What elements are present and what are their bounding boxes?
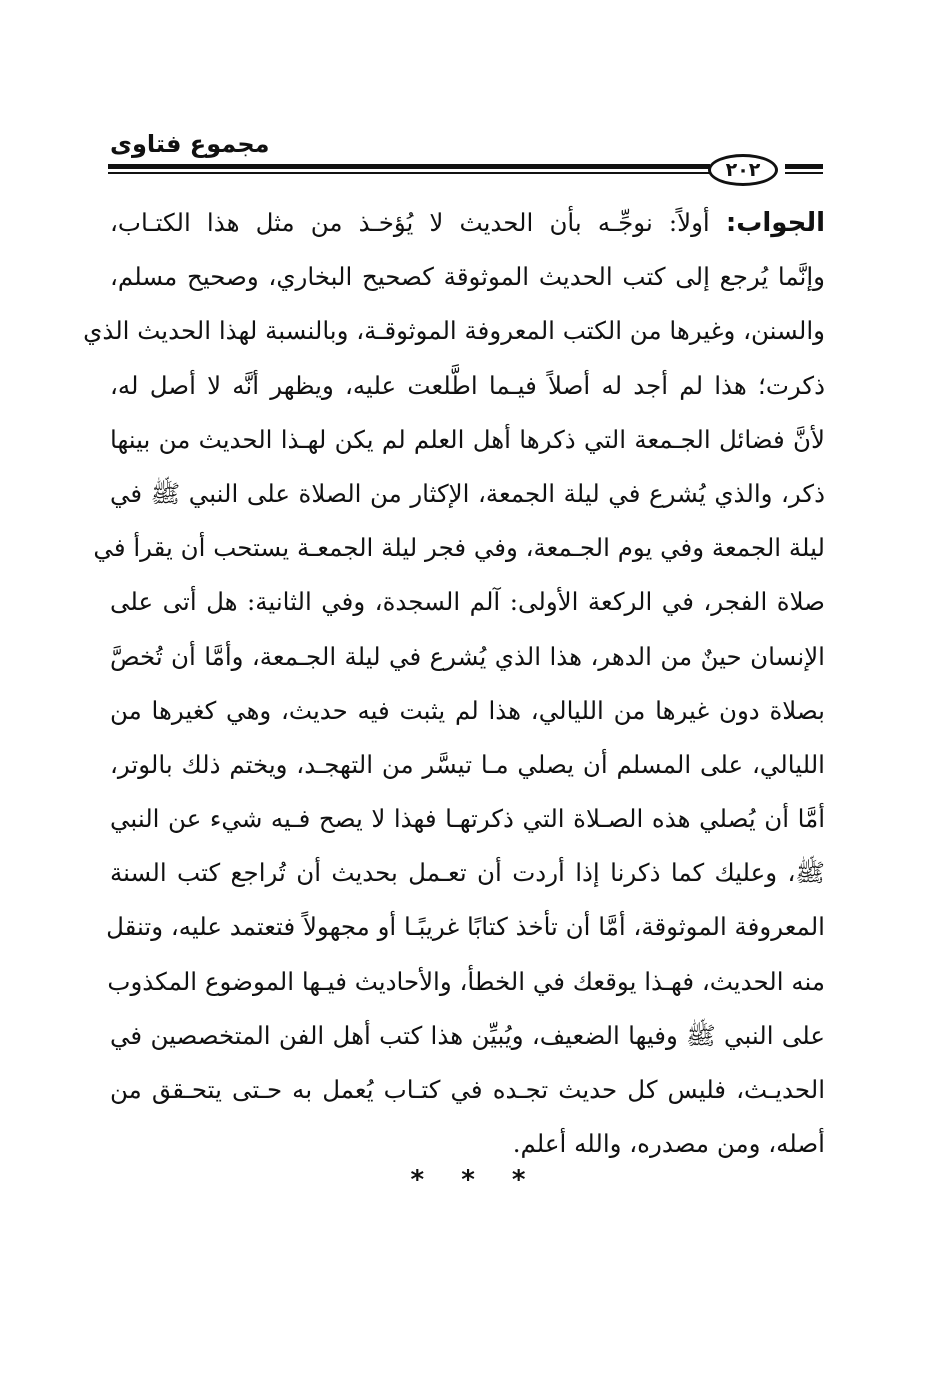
answer-line: على النبي ﷺ وفيها الضعيف، ويُبيِّن هذا كتب أهل الفن المتخصصين في [110, 1020, 825, 1050]
header-rule-right-thin [785, 172, 823, 174]
answer-line: منه الحديث، فهـذا يوقعك في الخطأ، والأحاديث فيـها الموضوع المكذوب [107, 966, 825, 996]
answer-body [83, 196, 825, 1171]
answer-line: بصلاة دون غيرها من الليالي، هذا لم يثبت فيه حديث، وهي كغيرها من [110, 695, 825, 725]
header-rule-thick [108, 164, 710, 169]
answer-line [110, 196, 825, 250]
page-number: ٢٠٢ [708, 154, 778, 186]
header-rule-thin [108, 172, 710, 174]
book-title: مجموع فتاوى [110, 130, 270, 158]
answer-line-text: أولاً: نوجِّـه بأن الحديث لا يُؤخـذ من مثل هذا الكتـاب، [110, 208, 726, 237]
answer-line: وإنَّما يُرجع إلى كتب الحديث الموثوقة كصحيح البخاري، وصحيح مسلم، [110, 262, 825, 292]
answer-line-last: أصله، ومن مصدره، والله أعلم. [512, 1129, 825, 1159]
answer-line: ﷺ، وعليك كما ذكرنا إذا أردت أن تعـمل بحديث أن تُراجع كتب السنة [110, 858, 825, 888]
answer-line: المعروفة الموثوقة، أمَّا أن تأخذ كتابًا غريبًـا أو مجهولاً فتعتمد عليه، وتنقل [106, 912, 825, 942]
answer-line: ليلة الجمعة وفي يوم الجـمعة، وفي فجر ليلة الجمعـة يستحب أن يقرأ في [93, 533, 825, 563]
answer-line: الليالي، على المسلم أن يصلي مـا تيسَّر من التهجـد، ويختم ذلك بالوتر، [110, 749, 825, 779]
answer-line: الحديـث، فليس كل حديث تجـده في كتـاب يُعمل به حـتى يتحـقق من [110, 1075, 825, 1104]
header-rule-right-thick [785, 164, 823, 169]
answer-line: ذكر، والذي يُشرع في ليلة الجمعة، الإكثار من الصلاة على النبي ﷺ في [110, 478, 825, 508]
answer-line: والسنن، وغيرها من الكتب المعروفة الموثوقـة، وبالنسبة لهذا الحديث الذي [83, 316, 825, 346]
answer-line: صلاة الفجر، في الركعة الأولى: آلم السجدة، وفي الثانية: هل أتى على [110, 587, 825, 617]
section-separator: * * * [410, 1165, 540, 1195]
answer-label: الجواب: [725, 208, 825, 238]
answer-line: ذكرت؛ هذا لم أجد له أصلاً فيـما اطَّلعت عليه، ويظهر أنَّه لا أصل له، [110, 370, 825, 400]
page-header [108, 118, 823, 188]
answer-line: لأنَّ فضائل الجـمعة التي ذكرها أهل العلم لم يكن لهـذا الحديث من بينها [110, 424, 825, 454]
answer-line: أمَّا أن يُصلي هذه الصـلاة التي ذكرتهـا فهذا لا يصح فـيه شيء عن النبي [110, 804, 825, 834]
answer-line: الإنسان حينٌ من الدهر، هذا الذي يُشرع في ليلة الجـمعة، وأمَّا أن تُخصَّ [110, 641, 825, 671]
